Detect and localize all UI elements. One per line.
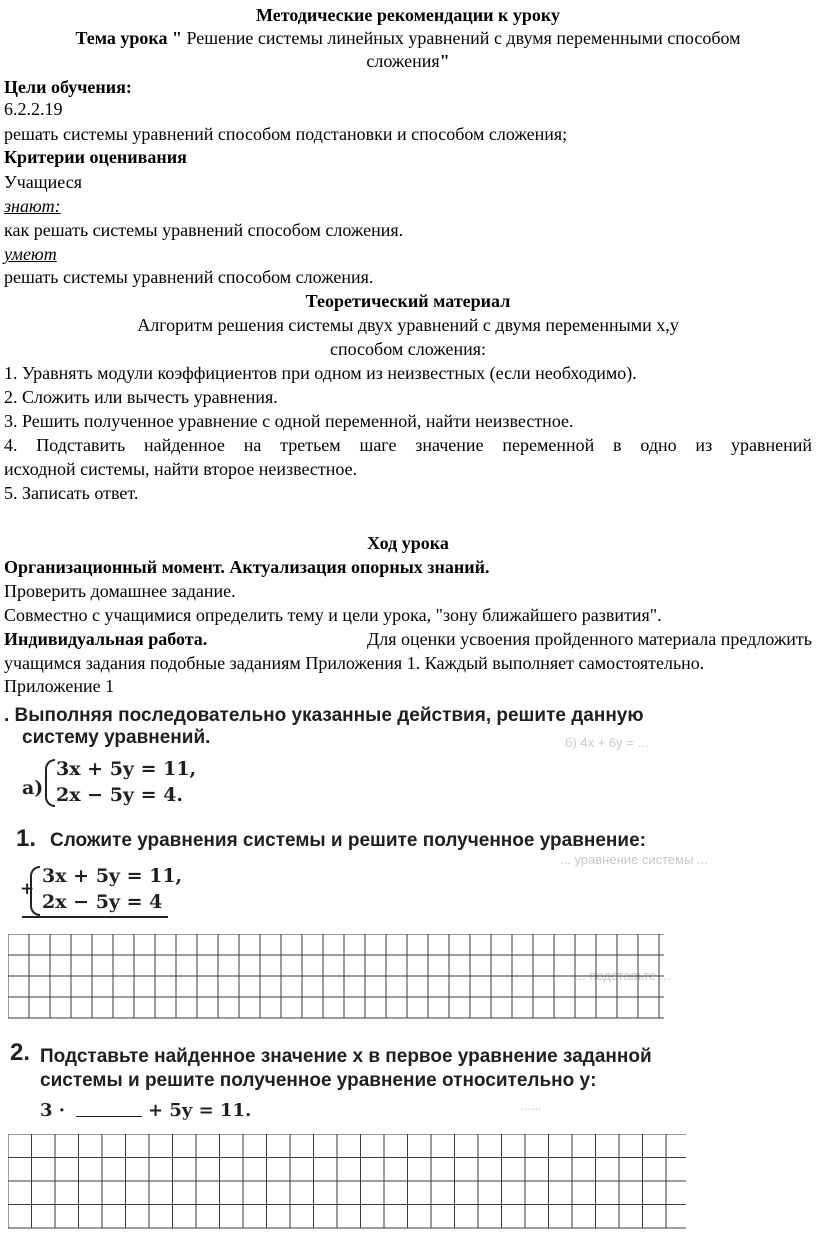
indiv-text-2: учащимся задания подобные заданиям Приложения 1. Каждый выполняет самостоятельно.: [4, 653, 705, 673]
criteria-know-text: как решать системы уравнений способом сложения.: [4, 220, 404, 240]
faded-bleed-2: ... уравнение системы ...: [560, 852, 708, 867]
step2-eq-left: 3 ·: [40, 1100, 66, 1121]
goals-text: решать системы уравнений способом подстановки и способом сложения;: [4, 124, 568, 144]
addition-eq-2: 2x − 5y = 4: [42, 891, 163, 913]
goals-heading: Цели обучения:: [4, 77, 132, 97]
step2-number: 2.: [10, 1039, 31, 1066]
addition-brace: [30, 866, 40, 916]
addition-eq-1: 3x + 5y = 11,: [42, 865, 183, 887]
step2-eq-right: + 5y = 11.: [148, 1100, 252, 1121]
theory-step-4a: 4. Подставить найденное на третьем шаге значение переменной в одно из уравнений: [4, 435, 812, 455]
theory-step-4b: исходной системы, найти второе неизвестное.: [4, 459, 358, 479]
faded-bleed-1: б) 4x + 6y = ...: [565, 735, 649, 750]
step2-text-1: Подставьте найденное значение x в первое уравнение заданной: [40, 1046, 652, 1067]
step2-text-2: системы и решите полученное уравнение относительно y:: [40, 1070, 597, 1091]
theory-step-2: 2. Сложить или вычесть уравнения.: [4, 387, 278, 407]
homework-text: Проверить домашнее задание.: [4, 581, 236, 601]
together-text: Совместно с учащимися определить тему и цели урока, "зону ближайшего развития".: [4, 605, 662, 625]
topic-text-1: Решение системы линейных уравнений с двумя переменными способом: [186, 28, 741, 48]
indiv-text-1: Для оценки усвоения пройденного материала предложить: [366, 629, 812, 649]
answer-grid-1: [8, 934, 666, 1020]
theory-algo-2: способом сложения:: [329, 339, 487, 359]
page-title: Методические рекомендации к уроку: [255, 5, 560, 25]
goals-code: 6.2.2.19: [4, 99, 63, 119]
criteria-can-text: решать системы уравнений способом сложения.: [4, 267, 374, 287]
system-brace: [45, 759, 55, 807]
system-eq-1: 3x + 5y = 11,: [56, 758, 197, 780]
system-eq-2: 2x − 5y = 4.: [56, 784, 183, 806]
topic-text-2: сложения: [366, 51, 440, 71]
theory-heading: Теоретический материал: [305, 291, 511, 311]
theory-step-1: 1. Уравнять модули коэффициентов при одном из неизвестных (если необходимо).: [4, 363, 637, 383]
step2-blank: [76, 1116, 142, 1117]
step1-number: 1.: [16, 825, 37, 852]
criteria-students: Учащиеся: [4, 172, 82, 192]
indiv-label: Индивидуальная работа.: [4, 629, 208, 649]
topic-label: Тема урока ": [75, 28, 183, 48]
indiv-line-1: [4, 628, 812, 650]
theory-step-5: 5. Записать ответ.: [4, 483, 139, 503]
addition-underline: [22, 916, 168, 918]
faded-bleed-4: ......: [520, 1098, 542, 1113]
criteria-can-label: умеют: [4, 244, 57, 264]
answer-grid-2: [8, 1134, 688, 1230]
topic-close: ": [439, 51, 450, 71]
theory-algo-1: Алгоритм решения системы двух уравнений с двумя переменными х,у: [137, 315, 679, 335]
org-heading: Организационный момент. Актуализация опорных знаний.: [4, 557, 490, 577]
criteria-know-label: знают:: [4, 196, 61, 216]
lesson-heading: Ход урока: [367, 533, 449, 553]
theory-step-3: 3. Решить полученное уравнение с одной переменной, найти неизвестное.: [4, 411, 574, 431]
step1-text: Сложите уравнения системы и решите полученное уравнение:: [50, 830, 646, 851]
lesson-topic-line-2: [4, 50, 812, 72]
part-a-label: а): [22, 777, 44, 799]
criteria-heading: Критерии оценивания: [4, 147, 187, 167]
scan-intro-2: систему уравнений.: [22, 727, 211, 748]
lesson-topic-line-1: [4, 27, 812, 49]
faded-bleed-3: ... подставьте ...: [575, 968, 671, 983]
scan-intro-1: . Выполняя последовательно указанные действия, решите данную: [4, 705, 644, 726]
appendix-label: Приложение 1: [4, 676, 115, 696]
plus-sign: +: [20, 879, 35, 899]
